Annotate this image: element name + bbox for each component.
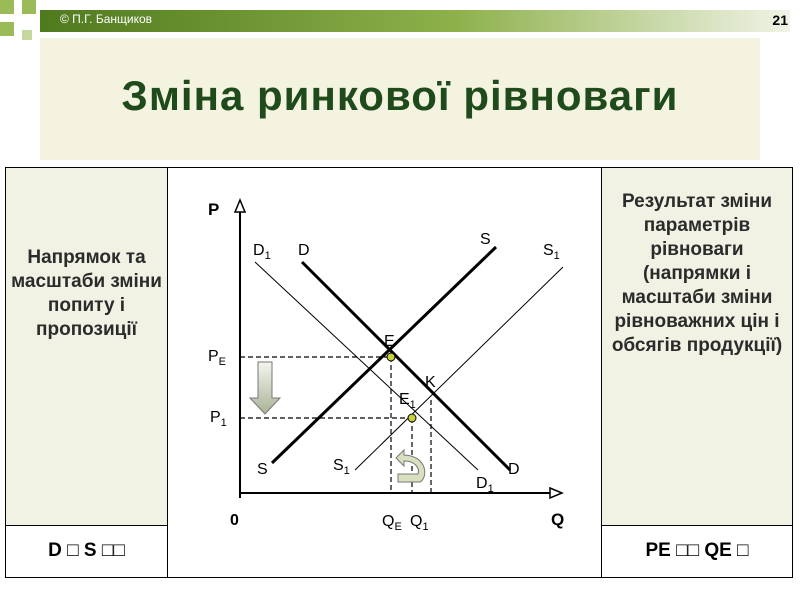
curve-d1-bottom-label: $D_1$ bbox=[476, 475, 494, 495]
supply-curve-s bbox=[272, 247, 496, 463]
point-k-label: K bbox=[425, 374, 436, 391]
price-axis-arrow-icon bbox=[235, 200, 245, 212]
right-bottom-cell: PE □□ QE □ bbox=[645, 540, 749, 561]
table-row-divider bbox=[6, 525, 167, 526]
left-header-cell: Напрямок та масштаби зміни попиту і пропозиції bbox=[11, 247, 162, 340]
curve-d1-top-label: $D_1$ bbox=[253, 242, 271, 262]
origin-label: 0 bbox=[230, 512, 239, 529]
corner-decoration-square bbox=[22, 0, 36, 14]
corner-decoration-square bbox=[0, 0, 14, 14]
price-p1-label: $P_1$ bbox=[210, 409, 227, 429]
slide-title: Зміна ринкової рівноваги bbox=[121, 72, 679, 119]
header-bar bbox=[40, 10, 790, 32]
curve-s1-bottom-label: $S_1$ bbox=[333, 457, 350, 477]
demand-curve-d1 bbox=[255, 262, 478, 470]
curve-d-bottom-label: D bbox=[508, 461, 520, 478]
axis-q-label: Q bbox=[551, 510, 565, 529]
corner-decoration-square bbox=[0, 22, 14, 36]
down-arrow-icon bbox=[250, 362, 280, 414]
left-bottom-cell: D □ S □□ bbox=[48, 540, 125, 561]
supply-curve-s1 bbox=[355, 267, 563, 470]
market-equilibrium-diagram bbox=[168, 168, 602, 533]
corner-decoration-square bbox=[22, 30, 32, 40]
curve-s-bottom-label: S bbox=[257, 461, 268, 478]
copyright-text: © П.Г. Банщиков bbox=[60, 12, 153, 26]
curve-s1-top-label: $S_1$ bbox=[543, 242, 560, 262]
price-pe-label: $P_E$ bbox=[208, 348, 227, 368]
qty-qe-label: $Q_E$ bbox=[382, 513, 402, 533]
right-header-cell: Результат зміни параметрів рівноваги (напрямки і масштаби зміни рівноважних цін і обсягів продукції) bbox=[611, 191, 783, 356]
point-e1-label: $E_1$ bbox=[399, 391, 416, 411]
equilibrium-point-e1 bbox=[408, 414, 416, 422]
curve-d-top-label: D bbox=[298, 242, 310, 259]
curved-arrow-icon bbox=[396, 450, 425, 482]
quantity-axis-arrow-icon bbox=[550, 488, 562, 498]
equilibrium-point-e bbox=[387, 353, 395, 361]
qty-q1-label: $Q_1$ bbox=[410, 513, 429, 533]
axis-p-label: P bbox=[208, 200, 220, 219]
curve-s-top-label: S bbox=[480, 231, 491, 248]
page-number: 21 bbox=[772, 12, 788, 28]
table-row-divider bbox=[602, 525, 792, 526]
point-e-label: E bbox=[384, 333, 395, 350]
demand-curve-d bbox=[302, 262, 510, 470]
